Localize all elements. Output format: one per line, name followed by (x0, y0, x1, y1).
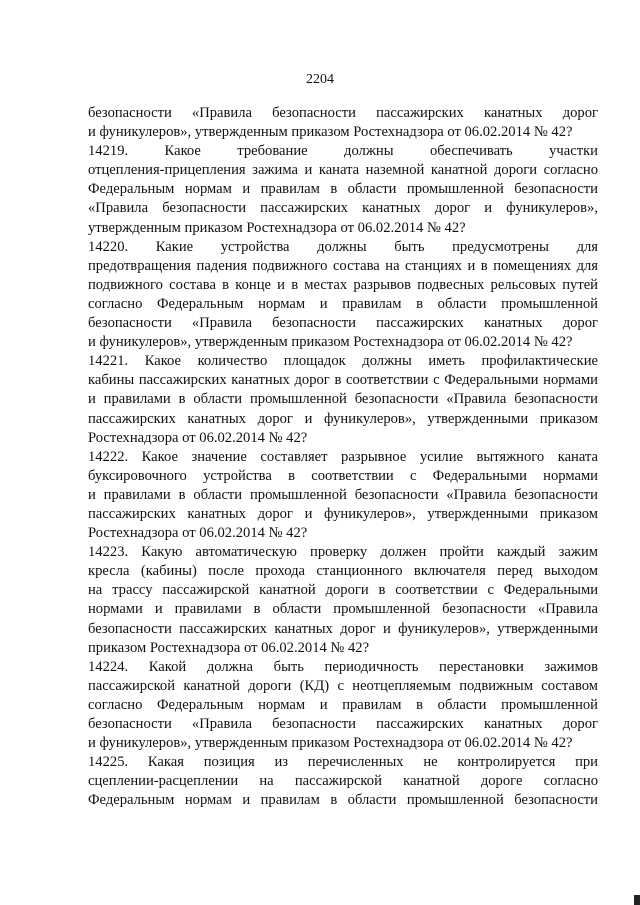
text-line: и фуникулеров», утвержденным приказом Ростехнадзора от 06.02.2014 № 42? (88, 735, 573, 752)
text-line: и фуникулеров», утвержденным приказом Ростехнадзора от 06.02.2014 № 42? (88, 334, 573, 351)
text-line: утвержденным приказом Ростехнадзора от 06.02.2014 № 42? (88, 219, 466, 236)
text-line: безопасности «Правила безопасности пассажирских канатных дорог (88, 105, 598, 121)
text-line: и правилами в области промышленной безопасности «Правила безопасности (88, 391, 598, 408)
text-line: подвижного состава в конце и в местах разрывов подвесных рельсовых путей (88, 276, 598, 293)
text-line: Ростехнадзора от 06.02.2014 № 42? (88, 525, 308, 542)
page-number: 2204 (306, 72, 334, 87)
text-line: пассажирской канатной дороги (КД) с неотцепляемым подвижным составом (88, 677, 598, 694)
text-line: нормами и правилами в области промышленной безопасности «Правила (88, 601, 598, 618)
text-line: согласно Федеральным нормам и правилам в области промышленной (88, 696, 598, 713)
text-line: 14225. Какая позиция из перечисленных не контролируется при (88, 754, 598, 771)
text-line: согласно Федеральным нормам и правилам в области промышленной (88, 295, 598, 312)
text-line: и фуникулеров», утвержденным приказом Ростехнадзора от 06.02.2014 № 42? (88, 124, 573, 141)
text-line: безопасности пассажирских канатных дорог и фуникулеров», утвержденными (88, 620, 598, 637)
text-line: кресла (кабины) после прохода станционного включателя перед выходом (88, 563, 598, 580)
text-line: пассажирских канатных дорог и фуникулеров», утвержденными приказом (88, 505, 598, 522)
text-line: пассажирских канатных дорог и фуникулеров», утвержденными приказом (88, 410, 598, 427)
text-line: Ростехнадзора от 06.02.2014 № 42? (88, 429, 308, 446)
text-line: 14224. Какой должна быть периодичность перестановки зажимов (88, 658, 598, 675)
text-line: предотвращения падения подвижного состава на станциях и в помещениях для (88, 257, 598, 274)
scan-artifact (634, 895, 640, 905)
text-line: буксировочного устройства в соответствии с Федеральными нормами (88, 467, 598, 484)
text-line: кабины пассажирских канатных дорог в соответствии с Федеральными нормами (88, 372, 598, 389)
text-line: и правилами в области промышленной безопасности «Правила безопасности (88, 486, 598, 503)
text-line: на трассу пассажирской канатной дороги в соответствии с Федеральными (88, 582, 598, 599)
text-line: приказом Ростехнадзора от 06.02.2014 № 42? (88, 639, 370, 656)
text-line: 14219. Какое требование должны обеспечивать участки (88, 143, 598, 160)
text-line: «Правила безопасности пассажирских канатных дорог и фуникулеров», (88, 200, 598, 217)
text-line: 14220. Какие устройства должны быть предусмотрены для (88, 238, 598, 255)
text-line: 14223. Какую автоматическую проверку должен пройти каждый зажим (88, 544, 598, 561)
text-line: безопасности «Правила безопасности пассажирских канатных дорог (88, 716, 598, 732)
text-line: безопасности «Правила безопасности пассажирских канатных дорог (88, 315, 598, 332)
body-text (88, 104, 598, 810)
text-line: 14221. Какое количество площадок должны иметь профилактические (88, 353, 598, 370)
text-line: сцеплении-расцеплении на пассажирской канатной дороге согласно (88, 773, 598, 790)
text-line: Федеральным нормам и правилам в области промышленной безопасности (88, 181, 598, 198)
text-line: Федеральным нормам и правилам в области промышленной безопасности (88, 792, 598, 809)
text-line: отцепления-прицепления зажима и каната наземной канатной дороги согласно (88, 162, 598, 179)
text-line: 14222. Какое значение составляет разрывное усилие вытяжного каната (88, 448, 598, 465)
